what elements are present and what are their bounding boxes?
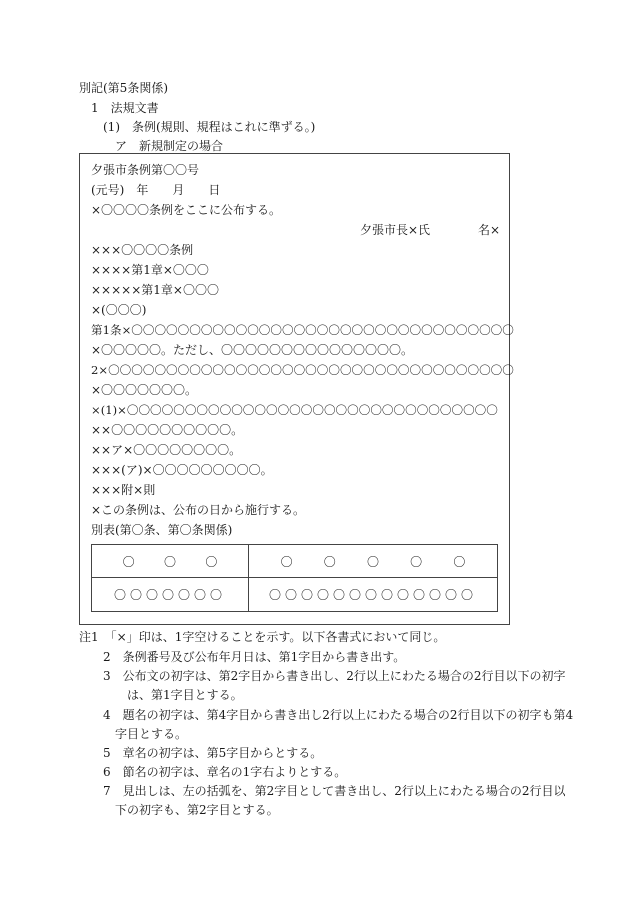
table-mark: 〇	[280, 554, 293, 569]
table-cell-r2c1: 〇〇〇〇〇〇〇	[92, 578, 249, 611]
ordinance-title-line: ×××〇〇〇〇条例	[91, 243, 194, 257]
mayor-name-left: 夕張市長×氏	[360, 223, 431, 237]
mayor-name-right: 名×	[478, 223, 501, 237]
note-3-continuation: は、第1字目とする。	[127, 688, 243, 702]
table-mark: 〇	[163, 554, 176, 569]
article-1-continuation: ×〇〇〇〇〇。ただし、〇〇〇〇〇〇〇〇〇〇〇〇〇〇〇。	[91, 343, 414, 357]
note-1: 注1 「×」印は、1字空けることを示す。以下各書式において同じ。	[79, 630, 446, 644]
table-cell-r1c1	[92, 545, 249, 578]
table-mark: 〇	[366, 554, 379, 569]
chapter-line: ××××第1章×〇〇〇	[91, 263, 209, 277]
section-1-heading: 1 法規文書	[91, 101, 159, 115]
note-4: 4 題名の初字は、第4字目から書き出し2行以上にわたる場合の2行目以下の初字も第4	[103, 708, 574, 722]
enforcement-line: ×この条例は、公布の日から施行する。	[91, 503, 306, 517]
table-cell-r1c2	[249, 545, 497, 578]
note-3: 3 公布文の初字は、第2字目から書き出し、2行以上にわたる場合の2行目以下の初字	[103, 669, 566, 683]
table-mark: 〇	[122, 554, 135, 569]
note-5: 5 章名の初字は、第5字目からとする。	[103, 746, 323, 760]
promulgation-text-line: ×〇〇〇〇条例をここに公布する。	[91, 203, 282, 217]
note-2: 2 条例番号及び公布年月日は、第1字目から書き出す。	[103, 650, 406, 664]
note-7: 7 見出しは、左の括弧を、第2字目として書き出し、2行以上にわたる場合の2行目以	[103, 784, 566, 798]
bekki-title: 別記(第5条関係)	[79, 81, 168, 95]
note-6: 6 節名の初字は、章名の1字右よりとする。	[103, 765, 347, 779]
caption-line: ×(〇〇〇)	[91, 303, 147, 317]
subitem-a-paren-line: ×××(ア)×〇〇〇〇〇〇〇〇〇。	[91, 463, 273, 477]
appended-table	[91, 544, 498, 612]
table-mark: 〇	[410, 554, 423, 569]
table-cell-r2c2: 〇〇〇〇〇〇〇〇〇〇〇〇〇	[268, 588, 477, 602]
note-4-continuation: 字目とする。	[115, 727, 188, 741]
table-mark: 〇	[205, 554, 218, 569]
ordinance-number-line: 夕張市条例第〇〇号	[91, 163, 200, 177]
promulgation-date-line: (元号) 年 月 日	[91, 183, 221, 197]
table-mark: 〇	[453, 554, 466, 569]
item-1-continuation: ××〇〇〇〇〇〇〇〇〇〇。	[91, 423, 244, 437]
supplementary-provisions-line: ×××附×則	[91, 483, 156, 497]
item-a-heading: ア 新規制定の場合	[115, 139, 224, 153]
item-1-heading: (1) 条例(規則、規程はこれに準ずる。)	[103, 120, 316, 134]
appended-table-title: 別表(第〇条、第〇条関係)	[91, 523, 233, 537]
article-1-line: 第1条×〇〇〇〇〇〇〇〇〇〇〇〇〇〇〇〇〇〇〇〇〇〇〇〇〇〇〇〇〇〇〇〇〇	[91, 323, 514, 337]
table-mark: 〇	[323, 554, 336, 569]
note-7-continuation: 下の初字も、第2字目とする。	[115, 803, 279, 817]
item-1-line: ×(1)×〇〇〇〇〇〇〇〇〇〇〇〇〇〇〇〇〇〇〇〇〇〇〇〇〇〇〇〇〇〇〇〇	[91, 403, 498, 417]
section-line: ×××××第1章×〇〇〇	[91, 283, 219, 297]
paragraph-2-line: 2×〇〇〇〇〇〇〇〇〇〇〇〇〇〇〇〇〇〇〇〇〇〇〇〇〇〇〇〇〇〇〇〇〇〇〇	[91, 363, 514, 377]
paragraph-2-continuation: ×〇〇〇〇〇〇〇。	[91, 383, 198, 397]
subitem-a-line: ××ア×〇〇〇〇〇〇〇〇。	[91, 443, 242, 457]
